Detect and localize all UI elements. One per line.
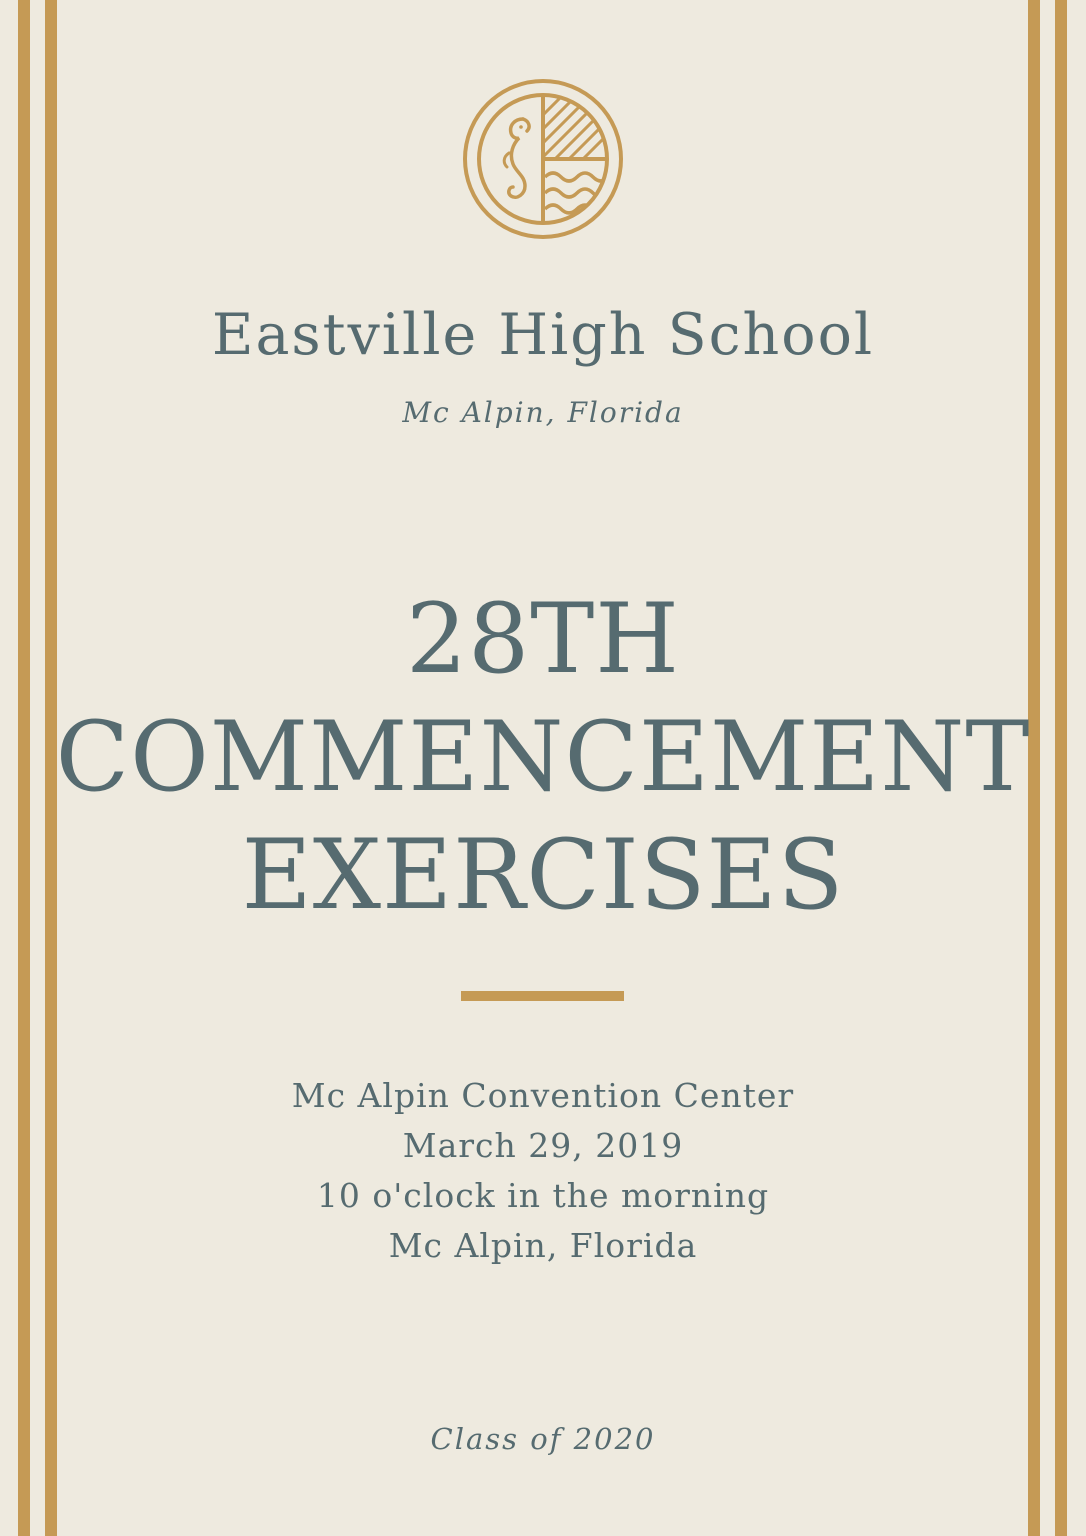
school-location: Mc Alpin, Florida bbox=[402, 396, 684, 429]
event-title-line-3: EXERCISES bbox=[241, 819, 845, 931]
school-name: Eastville High School bbox=[211, 302, 875, 368]
event-venue: Mc Alpin Convention Center bbox=[291, 1076, 795, 1115]
event-date: March 29, 2019 bbox=[402, 1126, 684, 1165]
event-time: 10 o'clock in the morning bbox=[316, 1176, 770, 1215]
gold-divider bbox=[461, 991, 624, 1001]
event-city: Mc Alpin, Florida bbox=[388, 1226, 698, 1265]
event-details bbox=[0, 1071, 1086, 1271]
class-year: Class of 2020 bbox=[430, 1422, 656, 1456]
event-title bbox=[0, 580, 1086, 934]
seahorse-seal-icon bbox=[461, 77, 625, 241]
event-title-line-2: COMMENCEMENT bbox=[55, 701, 1031, 813]
event-title-line-1: 28TH bbox=[406, 583, 680, 695]
